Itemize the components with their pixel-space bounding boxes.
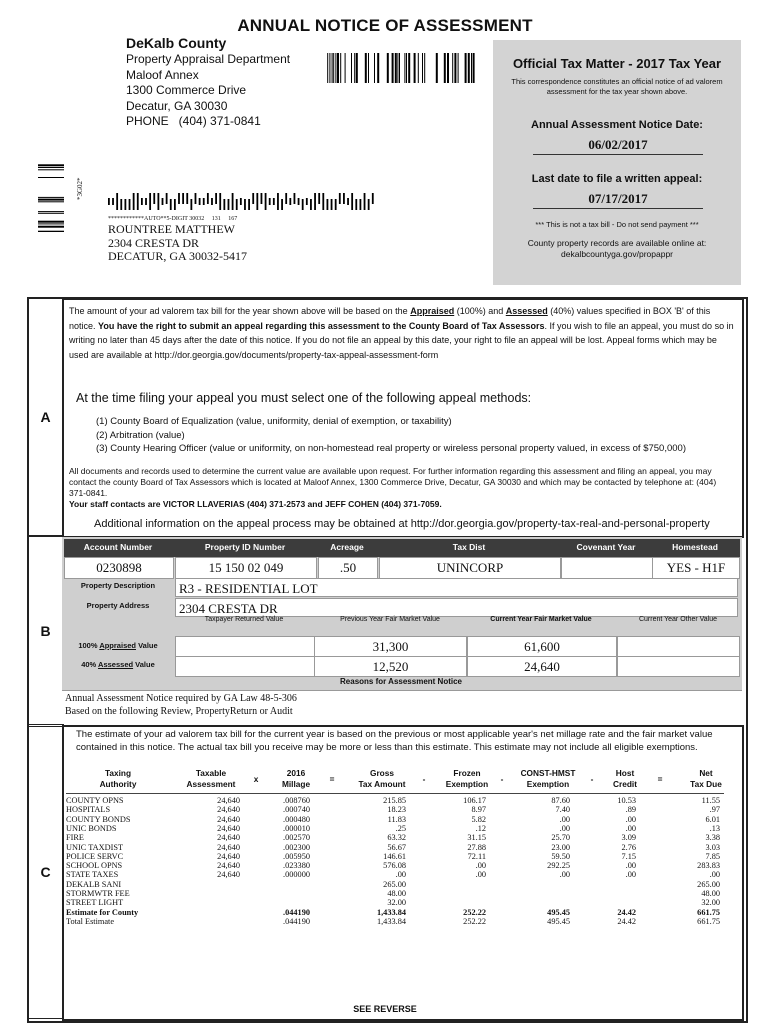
tax-cell: 18.23	[387, 805, 406, 815]
tax-cell: 1,433.84	[376, 916, 406, 926]
tax-cell: 8.97	[471, 805, 486, 815]
tax-cell: .002570	[283, 833, 310, 843]
property-id-number: 15 150 02 049	[175, 557, 317, 579]
tax-cell: 24,640	[217, 814, 240, 824]
property-description: R3 - RESIDENTIAL LOT	[175, 578, 738, 597]
tax-cell: 48.00	[387, 889, 406, 898]
homestead-header: Homestead	[672, 542, 718, 552]
tax-cell: .002300	[283, 842, 310, 852]
official-subtitle: This correspondence constitutes an official notice of ad valorem assessment for the tax year shown above.	[511, 77, 723, 96]
tax-row	[66, 870, 738, 879]
tax-cell: 106.17	[463, 796, 486, 805]
tax-cell: 24,640	[217, 851, 240, 861]
tax-cell: 10.53	[617, 796, 636, 805]
sender-line: 1300 Commerce Drive	[126, 83, 247, 97]
assessed-current-value: 24,640	[467, 656, 617, 677]
tax-cell: .00	[475, 870, 486, 880]
hdr: CONST-HMST	[520, 768, 576, 778]
tax-cell: 495.45	[547, 916, 570, 926]
label-part: 40%	[81, 660, 99, 669]
tax-cell: .00	[395, 870, 406, 880]
tax-cell: 11.83	[387, 814, 406, 824]
tax-cell: .023380	[283, 861, 310, 871]
tax-cell: .000480	[283, 814, 310, 824]
reasons-heading: Reasons for Assessment Notice	[340, 677, 462, 686]
barcode-vertical-image	[38, 162, 64, 232]
header-rule	[66, 793, 724, 794]
reasons-text	[65, 692, 297, 718]
header-authority	[82, 768, 154, 789]
sender-line: Decatur, GA 30030	[126, 98, 228, 113]
tax-cell: Total Estimate	[66, 916, 115, 926]
tax-cell: 7.40	[555, 805, 570, 815]
online-line: County property records are available online at:	[527, 238, 707, 248]
tax-row	[66, 898, 738, 907]
records-text: All documents and records used to determine the current value are available upon request. For further information regarding this assessment and filing an appeal, you may contact the county Board of Tax Assessors which is located at Maloof Annex, 1300 Commerce Drive, Decatur, GA 30030 and which may be contacted by telephone at: (404) 371-0841.	[69, 466, 717, 498]
tax-cell: FIRE	[66, 833, 84, 843]
para-text: . If you wish to file an appeal, you must do so in writing no later than 45 days after the date of this notice. If you do not file an appeal by this date, your right to file an appeal will be lost. Appeal forms which may be used are available at http://dor.georgia.gov/documents/property-tax-appeal-assessment-form	[69, 320, 734, 360]
hdr: Tax Due	[690, 778, 722, 789]
tax-cell: .00	[625, 823, 636, 833]
tax-cell: 146.61	[383, 851, 406, 861]
tax-cell: 87.60	[551, 796, 570, 805]
label-part: Assessed	[98, 660, 134, 669]
notice-title: ANNUAL NOTICE OF ASSESSMENT	[237, 16, 533, 35]
previous-year-header: Previous Year Fair Market Value	[340, 616, 440, 623]
appeal-rights-paragraph	[69, 304, 735, 362]
not-tax-bill-note: *** This is not a tax bill - Do not send payment ***	[535, 220, 699, 229]
tax-cell: 24,640	[217, 805, 240, 815]
current-year-header: Current Year Fair Market Value	[490, 616, 592, 623]
appraised-taxpayer-cell	[175, 636, 315, 657]
tax-cell: 48.00	[701, 889, 720, 898]
tax-table-header	[66, 768, 738, 792]
tax-cell: UNIC TAXDIST	[66, 842, 124, 852]
hdr: Net	[699, 768, 713, 778]
assessed-value-label	[64, 660, 172, 669]
tax-cell: 1,433.84	[376, 907, 406, 917]
tax-cell: 265.00	[697, 879, 720, 889]
assessed-taxpayer-cell	[175, 656, 315, 677]
hdr: Credit	[613, 778, 637, 789]
hdr: Frozen	[453, 768, 481, 778]
tax-cell: STREET LIGHT	[66, 898, 124, 908]
tax-cell: COUNTY OPNS	[66, 796, 124, 805]
tax-cell: .00	[559, 814, 570, 824]
postal-barcode-image	[108, 193, 376, 210]
tax-cell: .00	[625, 861, 636, 871]
header-millage	[266, 768, 326, 789]
tax-cell: .044190	[283, 907, 310, 917]
hdr: Tax Amount	[358, 778, 406, 789]
property-description-label: Property Description	[80, 581, 156, 590]
tax-cell: 3.03	[705, 842, 720, 852]
op-minus: -	[500, 774, 504, 784]
tax-cell: 661.75	[697, 916, 720, 926]
tax-row	[66, 917, 738, 926]
label-part: 100%	[78, 641, 100, 650]
tax-row	[66, 861, 738, 870]
op-times: x	[253, 774, 259, 784]
tax-cell: SCHOOL OPNS	[66, 861, 123, 871]
tax-cell: 24.42	[617, 916, 636, 926]
see-reverse: SEE REVERSE	[353, 1004, 417, 1014]
tax-cell: 24,640	[217, 861, 240, 871]
section-c-label: C	[27, 724, 64, 1019]
tax-cell: .008760	[283, 796, 310, 805]
tax-cell: 5.82	[471, 814, 486, 824]
tax-cell: 292.25	[547, 861, 570, 871]
tax-cell: 252.22	[463, 916, 486, 926]
tax-cell: 24,640	[217, 796, 240, 805]
county-name: DeKalb County	[126, 35, 227, 51]
method-item: (3) County Hearing Officer (value or uniformity, on non-homestead real property or wireless personal property valued, in excess of $750,000)	[96, 443, 686, 454]
acreage-header: Acreage	[330, 542, 364, 552]
tax-cell: 24,640	[217, 823, 240, 833]
covenant-year-value	[561, 557, 653, 579]
tax-cell: .25	[395, 823, 406, 833]
current-year-other-header: Current Year Other Value	[638, 616, 718, 623]
para-text: (40%) values specified in BOX 'B' of this notice.	[69, 306, 711, 331]
notice-date: 06/02/2017	[533, 137, 703, 155]
appraised-previous-value: 31,300	[314, 636, 467, 657]
tax-cell: 63.32	[387, 833, 406, 843]
appeal-methods-heading: At the time filing your appeal you must select one of the following appeal methods:	[76, 391, 532, 405]
tax-cell: STORMWTR FEE	[66, 889, 130, 898]
appeal-right-bold: You have the right to submit an appeal regarding this assessment to the County Board of Tax Assessors	[98, 320, 545, 331]
recipient-street: 2304 CRESTA DR	[108, 235, 200, 250]
tax-dist-value: UNINCORP	[379, 557, 561, 579]
section-b-label: B	[27, 535, 64, 727]
tax-cell: 24,640	[217, 833, 240, 843]
tax-cell: 265.00	[383, 879, 406, 889]
hdr: 2016	[286, 768, 306, 778]
method-item: (1) County Board of Equalization (value, uniformity, denial of exemption, or taxability)	[96, 416, 452, 427]
property-address: 2304 CRESTA DR	[175, 598, 738, 617]
tax-cell: 72.11	[467, 851, 486, 861]
header-gross	[344, 768, 420, 789]
method-item: (2) Arbitration (value)	[96, 429, 185, 441]
op-minus: -	[590, 774, 594, 784]
tax-cell: 56.67	[387, 842, 406, 852]
property-id-header: Property ID Number	[204, 542, 286, 552]
tax-cell: 24,640	[217, 842, 240, 852]
tax-cell: 7.85	[705, 851, 720, 861]
tax-cell: .00	[709, 870, 720, 880]
appraised-word: Appraised	[410, 306, 455, 316]
hdr: Exemption	[445, 778, 489, 789]
tax-cell: UNIC BONDS	[66, 823, 117, 833]
appeal-date-label: Last date to file a written appeal:	[531, 173, 703, 185]
property-address-label: Property Address	[86, 601, 150, 610]
tax-row	[66, 796, 738, 805]
tax-cell: Estimate for County	[66, 907, 139, 917]
hdr: Taxing	[104, 768, 132, 778]
section-a-label: A	[27, 297, 64, 537]
tax-dist-header: Tax Dist	[452, 542, 486, 552]
barcode-image	[323, 53, 475, 83]
tax-cell: 576.08	[383, 861, 406, 871]
tax-cell: POLICE SERVC	[66, 851, 124, 861]
reason-line: Based on the following Review, PropertyReturn or Audit	[65, 706, 293, 717]
header-host	[600, 768, 650, 789]
tax-cell: 25.70	[551, 833, 570, 843]
tax-cell: 32.00	[387, 898, 406, 908]
tax-cell: .00	[559, 823, 570, 833]
tax-cell: .89	[625, 805, 636, 815]
hdr: Gross	[370, 768, 394, 778]
hdr: Authority	[99, 778, 137, 789]
hdr: Taxable	[195, 768, 227, 778]
reason-line: Annual Assessment Notice required by GA Law 48-5-306	[65, 693, 297, 704]
tax-cell: COUNTY BONDS	[66, 814, 131, 824]
tax-cell: 11.55	[701, 796, 720, 805]
acreage-value: .50	[318, 557, 378, 579]
tax-cell: 283.83	[697, 861, 720, 871]
tax-cell: .12	[475, 823, 486, 833]
tax-cell: .005950	[283, 851, 310, 861]
tax-cell: 3.38	[705, 833, 720, 843]
appraised-current-value: 61,600	[467, 636, 617, 657]
recipient-name: ROUNTREE MATTHEW	[108, 222, 235, 236]
hdr: Millage	[281, 778, 311, 789]
account-number: 0230898	[64, 557, 174, 579]
tax-cell: 661.75	[697, 907, 720, 917]
tax-cell: .97	[709, 805, 720, 815]
sender-address	[126, 34, 290, 130]
para-text: The amount of your ad valorem tax bill for the year shown above will be based on the	[69, 306, 411, 316]
estimate-intro: The estimate of your ad valorem tax bill for the current year is based on the previous or most applicable year's net millage rate and the fair market value contained in this notice. The actual tax bill you receive may be more or less than this estimate. This estimate may not include all eligible exemptions.	[76, 729, 713, 753]
hdr: Assessment	[186, 778, 236, 789]
tax-cell: 24,640	[217, 870, 240, 880]
appraised-value-label	[64, 641, 172, 650]
header-const-hmst	[506, 768, 590, 789]
para-text: (100%) and	[454, 306, 506, 316]
tax-row	[66, 852, 738, 861]
online-url: dekalbcountyga.gov/propappr	[561, 249, 673, 259]
header-net	[676, 768, 736, 789]
tax-row	[66, 889, 738, 898]
records-paragraph	[69, 466, 735, 510]
header-taxable	[176, 768, 246, 789]
account-number-header: Account Number	[83, 542, 153, 552]
tax-cell: .00	[625, 814, 636, 824]
tax-cell: .00	[625, 870, 636, 880]
tax-row	[66, 843, 738, 852]
official-tax-matter-box	[493, 40, 741, 285]
staff-contacts: Your staff contacts are VICTOR LLAVERIAS (404) 371-2573 and JEFF COHEN (404) 371-7059.	[69, 499, 442, 509]
tax-cell: 23.00	[551, 842, 570, 852]
tax-cell: .00	[559, 870, 570, 880]
tax-cell: 495.45	[547, 907, 570, 917]
assessed-previous-value: 12,520	[314, 656, 467, 677]
appraised-other-cell	[617, 636, 740, 657]
tax-cell: 27.88	[467, 842, 486, 852]
label-part: Appraised	[99, 641, 136, 650]
tax-row	[66, 833, 738, 842]
op-equals: =	[657, 774, 663, 784]
tax-cell: 59.50	[551, 851, 570, 861]
sender-phone: PHONE (404) 371-0841	[126, 114, 261, 128]
hdr: Exemption	[526, 778, 570, 789]
notice-date-label: Annual Assessment Notice Date:	[531, 119, 703, 131]
recipient-address	[108, 215, 247, 264]
official-title: Official Tax Matter - 2017 Tax Year	[512, 56, 722, 71]
tax-row	[66, 815, 738, 824]
label-part: Value	[136, 641, 158, 650]
tax-cell: .000740	[283, 805, 310, 815]
appeal-date: 07/17/2017	[533, 191, 703, 209]
tax-cell: 32.00	[701, 898, 720, 908]
assessed-other-cell	[617, 656, 740, 677]
estimate-row	[66, 908, 738, 917]
tax-cell: 252.22	[463, 907, 486, 917]
tax-cell: 215.85	[383, 796, 406, 805]
label-part: Value	[133, 660, 155, 669]
tax-cell: 2.76	[621, 842, 636, 852]
taxpayer-returned-header: Taxpayer Returned Value	[204, 616, 284, 623]
online-records-text	[503, 238, 731, 260]
recipient-city: DECATUR, GA 30032-5417	[108, 249, 248, 263]
tax-cell: STATE TAXES	[66, 870, 119, 880]
assessed-word: Assessed	[505, 306, 548, 316]
hdr: Host	[615, 768, 635, 778]
tax-cell: 3.09	[621, 833, 636, 843]
tax-cell: .000010	[283, 823, 310, 833]
tax-row	[66, 880, 738, 889]
homestead-value: YES - H1F	[652, 557, 740, 579]
tax-cell: 24.42	[617, 907, 636, 917]
tax-row	[66, 805, 738, 814]
covenant-year-header: Covenant Year	[576, 542, 636, 552]
vertical-code: *3G02*	[76, 177, 84, 200]
tax-cell: 6.01	[705, 814, 720, 824]
appeal-methods-list	[96, 415, 736, 456]
tax-cell: .13	[709, 823, 720, 833]
tax-cell: 31.15	[467, 833, 486, 843]
additional-info: Additional information on the appeal process may be obtained at http://dor.georgia.gov/property-tax-real-and-personal-property	[94, 518, 710, 530]
op-minus: -	[422, 774, 426, 784]
mail-code: ************AUTO**5-DIGIT 30032 131 167	[108, 216, 238, 222]
tax-cell: .044190	[283, 916, 310, 926]
op-equals: =	[329, 774, 335, 784]
tax-cell: 7.15	[621, 851, 636, 861]
tax-cell: DEKALB SANI	[66, 879, 122, 889]
header-frozen	[432, 768, 502, 789]
tax-cell: HOSPITALS	[66, 805, 111, 815]
sender-line: Property Appraisal Department	[126, 52, 291, 66]
tax-row	[66, 824, 738, 833]
sender-line: Maloof Annex	[126, 67, 199, 82]
tax-cell: .00	[475, 861, 486, 871]
tax-cell: .000000	[283, 870, 310, 880]
